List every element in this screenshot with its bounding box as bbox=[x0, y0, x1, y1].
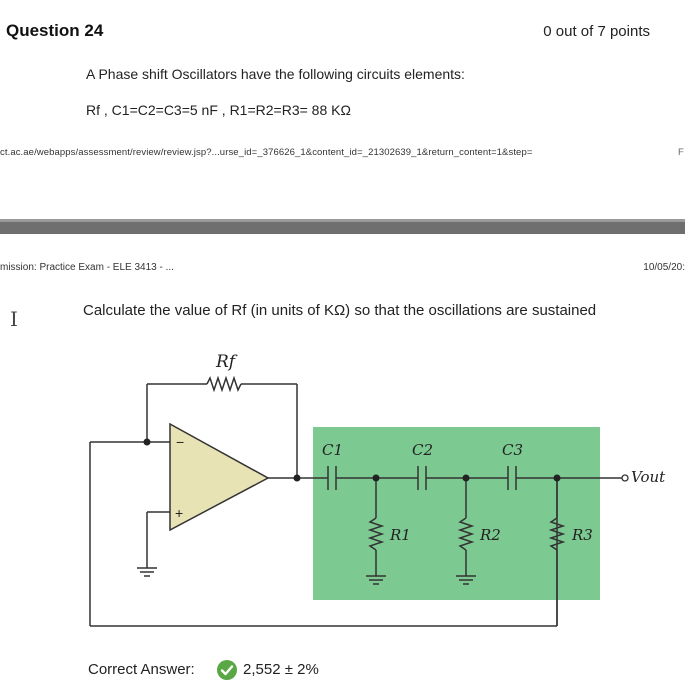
correct-answer-label: Correct Answer: bbox=[88, 661, 195, 678]
label-rf: Rf bbox=[216, 352, 236, 372]
opamp-plus-label: + bbox=[175, 505, 184, 521]
label-vout: Vout bbox=[631, 468, 666, 486]
rf-resistor-symbol bbox=[207, 378, 241, 390]
submission-date: 10/05/20: bbox=[643, 262, 685, 273]
label-r3: R3 bbox=[572, 526, 593, 544]
vout-terminal bbox=[622, 475, 628, 481]
question-line-1: A Phase shift Oscillators have the following circuits elements: bbox=[86, 66, 465, 82]
submission-title: mission: Practice Exam - ELE 3413 - ... bbox=[0, 262, 174, 273]
opamp-minus-label: − bbox=[176, 434, 185, 450]
label-c3: C3 bbox=[502, 441, 524, 459]
question-points: 0 out of 7 points bbox=[543, 23, 650, 40]
question-line-2: Rf , C1=C2=C3=5 nF , R1=R2=R3= 88 KΩ bbox=[86, 102, 351, 118]
url-text[interactable]: ct.ac.ae/webapps/assessment/review/review.jsp?...urse_id=_376626_1&content_id=_21302639_1&return_content=1&step= bbox=[0, 147, 533, 158]
label-r1: R1 bbox=[390, 526, 411, 544]
junction-dot-r2 bbox=[463, 475, 470, 482]
junction-dot-r3 bbox=[554, 475, 561, 482]
opamp-symbol bbox=[170, 424, 268, 530]
question-title: Question 24 bbox=[6, 21, 104, 40]
question-prompt: Calculate the value of Rf (in units of KΩ) so that the oscillations are sustained bbox=[83, 302, 597, 319]
junction-dot-output bbox=[294, 475, 301, 482]
label-r2: R2 bbox=[480, 526, 501, 544]
url-edge-text: F bbox=[678, 147, 684, 158]
label-c2: C2 bbox=[412, 441, 434, 459]
junction-dot-inverting bbox=[144, 439, 151, 446]
correct-answer-value: 2,552 ± 2% bbox=[243, 661, 319, 678]
check-icon bbox=[217, 660, 237, 680]
junction-dot-r1 bbox=[373, 475, 380, 482]
label-c1: C1 bbox=[322, 441, 344, 459]
text-cursor-icon: I bbox=[10, 307, 18, 331]
